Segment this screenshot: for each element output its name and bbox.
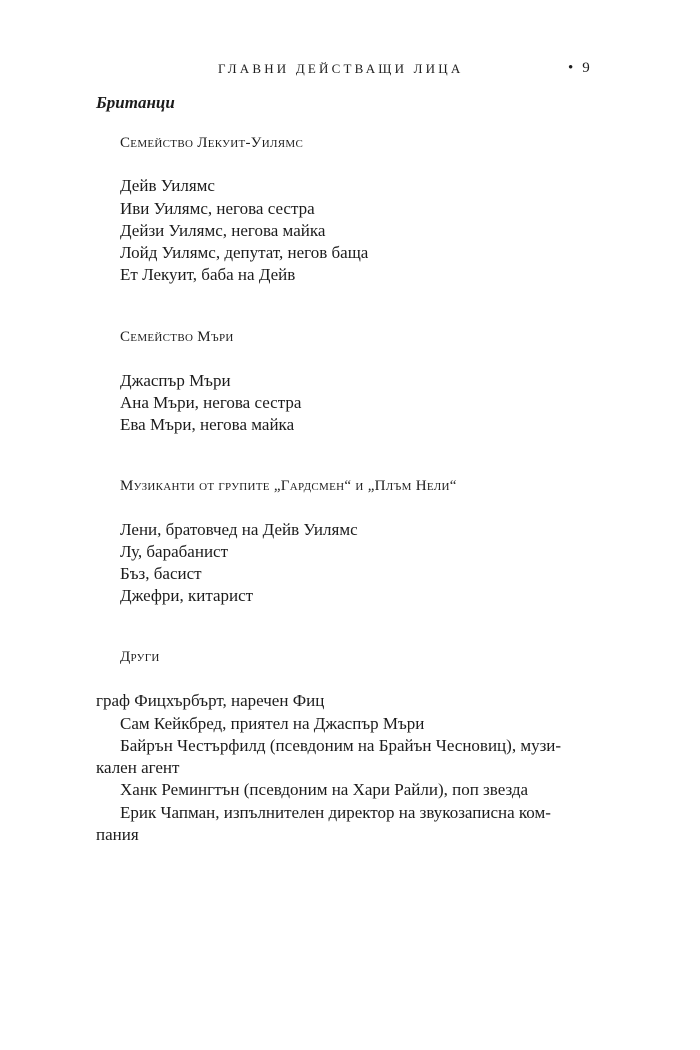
section-title: Британци [96,93,175,112]
list-item: Лойд Уилямс, депутат, негов баща [120,243,369,262]
list-item: Ана Мъри, негова сестра [120,393,302,412]
group-heading-lekuit-williams: Семейство Лекуит-Уилямс [120,135,304,151]
bullet-mark: • [568,60,574,76]
list-item: Джаспър Мъри [120,371,231,390]
running-title: ГЛАВНИ ДЕЙСТВАЩИ ЛИЦА [218,61,464,76]
list-item: Ет Лекуит, баба на Дейв [120,265,296,284]
group-heading-musicians: Музиканти от групите „Гардсмен“ и „Плъм Нели“ [120,478,457,494]
list-item: Байрън Честърфилд (псевдоним на Брайън Чесновиц), музи- [120,736,562,755]
list-item: Лу, барабанист [120,542,229,561]
list-item: Дейзи Уилямс, негова майка [120,221,326,240]
list-item: Ханк Ремингтън (псевдоним на Хари Райли), поп звезда [120,780,529,799]
list-item: Бъз, басист [120,564,202,583]
list-item: Ева Мъри, негова майка [120,415,295,434]
list-item: Иви Уилямс, негова сестра [120,199,315,218]
group-heading-others: Други [120,649,160,665]
group-heading-murray: Семейство Мъри [120,329,234,345]
page-number-block [568,60,590,77]
list-item: граф Фицхърбърт, наречен Фиц [96,691,325,710]
list-item-continuation: пания [96,825,139,844]
page-number: 9 [582,60,590,76]
list-item: Джефри, китарист [120,586,254,605]
list-item: Лени, братовчед на Дейв Уилямс [120,520,358,539]
list-item-continuation: кален агент [96,758,180,777]
list-item: Ерик Чапман, изпълнителен директор на звукозаписна ком- [120,803,551,822]
list-item: Сам Кейкбред, приятел на Джаспър Мъри [120,714,425,733]
list-item: Дейв Уилямс [120,176,215,195]
running-head [0,61,700,81]
